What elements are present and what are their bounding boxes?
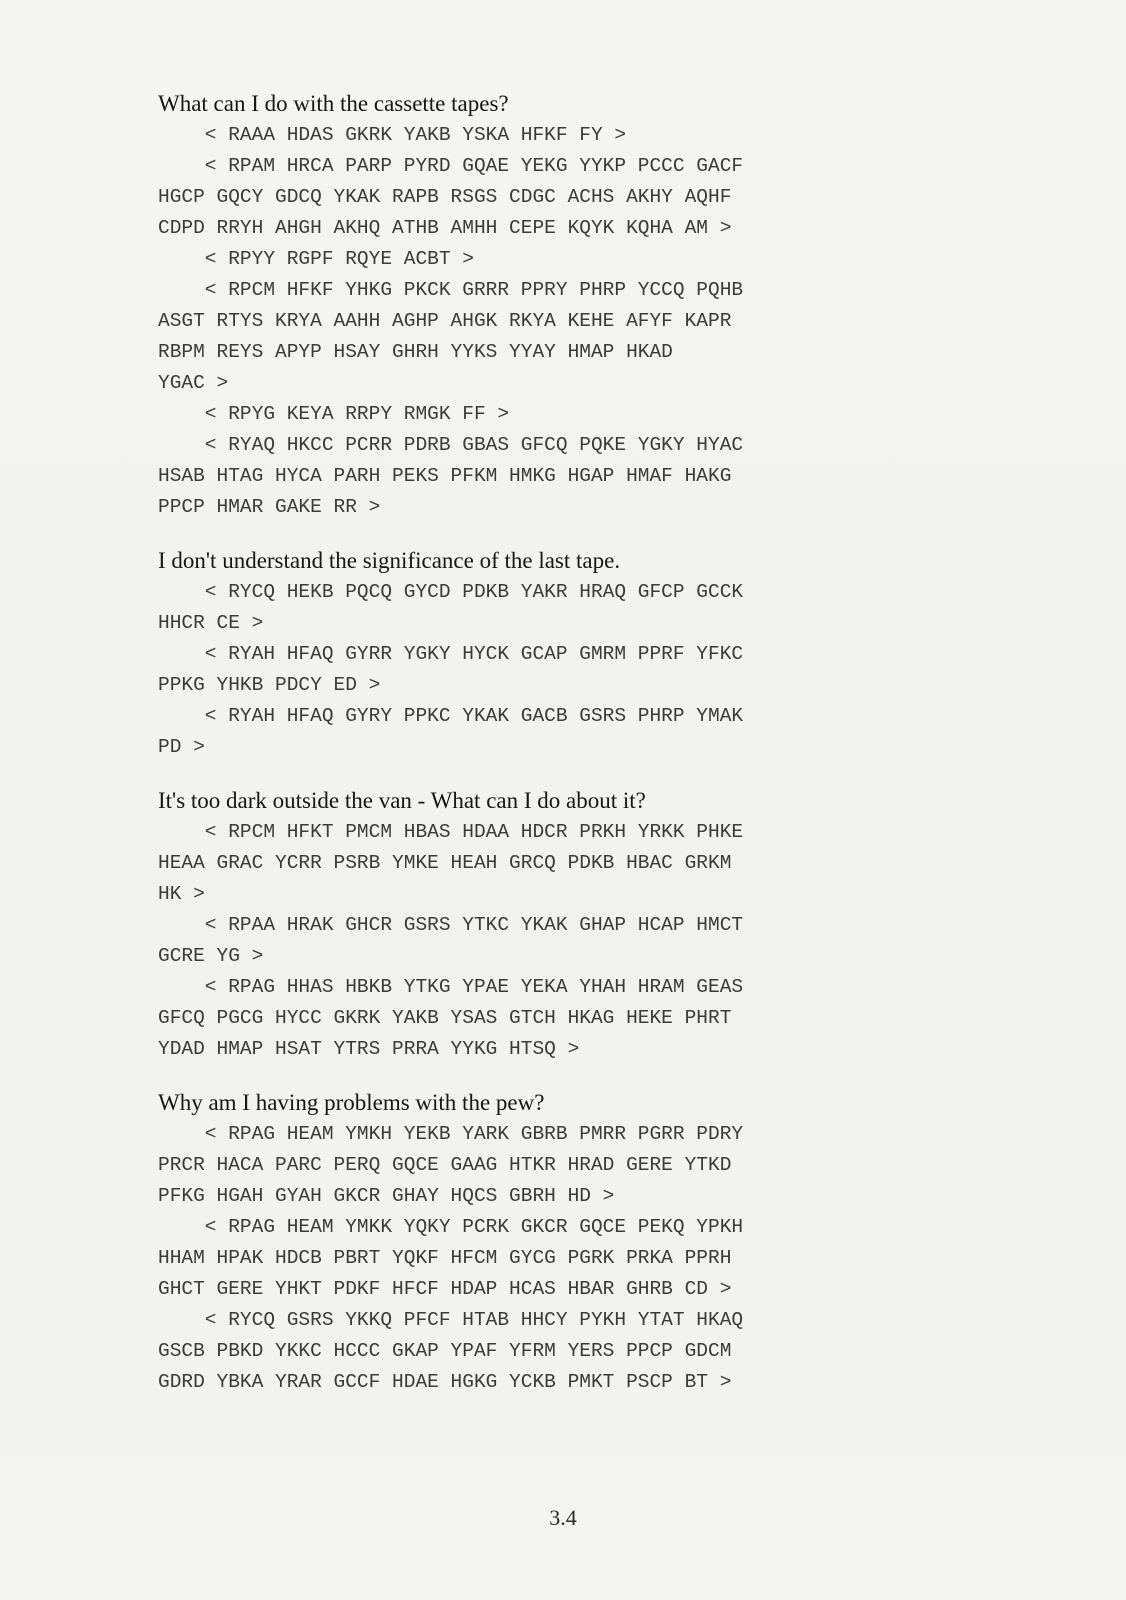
encoded-answer-block: < RPCM HFKT PMCM HBAS HDAA HDCR PRKH YRKK PHKE HEAA GRAC YCRR PSRB YMKE HEAH GRCQ PDKB HBAC GRKM HK > < RPAA HRAK GHCR GSRS YTKC YKAK GHAP HCAP HMCT GCRE YG > < RPAG HHAS HBKB YTKG YPAE YEKA YHAH HRAM GEAS GFCQ PGCG HYCC GKRK YAKB YSAS GTCH HKAG HEKE PHRT YDAD HMAP HSAT YTRS PRRA YYKG HTSQ >: [158, 821, 744, 1060]
page-content: [158, 88, 948, 1398]
page-number: 3.4: [549, 1505, 577, 1530]
question-heading: Why am I having problems with the pew?: [158, 1090, 545, 1115]
question-heading: I don't understand the significance of the last tape.: [158, 548, 621, 573]
encoded-answer-block: < RYCQ HEKB PQCQ GYCD PDKB YAKR HRAQ GFCP GCCK HHCR CE > < RYAH HFAQ GYRR YGKY HYCK GCAP GMRM PPRF YFKC PPKG YHKB PDCY ED > < RYAH HFAQ GYRY PPKC YKAK GACB GSRS PHRP YMAK PD >: [158, 581, 744, 758]
encoded-answer-block: < RPAG HEAM YMKH YEKB YARK GBRB PMRR PGRR PDRY PRCR HACA PARC PERQ GQCE GAAG HTKR HRAD GERE YTKD PFKG HGAH GYAH GKCR GHAY HQCS GBRH HD > < RPAG HEAM YMKK YQKY PCRK GKCR GQCE PEKQ YPKH HHAM HPAK HDCB PBRT YQKF HFCM GYCG PGRK PRKA PPRH GHCT GERE YHKT PDKF HFCF HDAP HCAS HBAR GHRB CD > < RYCQ GSRS YKKQ PFCF HTAB HHCY PYKH YTAT HKAQ GSCB PBKD YKKC HCCC GKAP YPAF YFRM YERS PPCP GDCM GDRD YBKA YRAR GCCF HDAE HGKG YCKB PMKT PSCP BT >: [158, 1123, 744, 1393]
question-heading: What can I do with the cassette tapes?: [158, 91, 509, 116]
encoded-answer-block: < RAAA HDAS GKRK YAKB YSKA HFKF FY > < RPAM HRCA PARP PYRD GQAE YEKG YYKP PCCC GACF HGCP GQCY GDCQ YKAK RAPB RSGS CDGC ACHS AKHY AQHF CDPD RRYH AHGH AKHQ ATHB AMHH CEPE KQYK KQHA AM > < RPYY RGPF RQYE ACBT > < RPCM HFKF YHKG PKCK GRRR PPRY PHRP YCCQ PQHB ASGT RTYS KRYA AAHH AGHP AHGK RKYA KEHE AFYF KAPR RBPM REYS APYP HSAY GHRH YYKS YYAY HMAP HKAD YGAC > < RPYG KEYA RRPY RMGK FF > < RYAQ HKCC PCRR PDRB GBAS GFCQ PQKE YGKY HYAC HSAB HTAG HYCA PARH PEKS PFKM HMKG HGAP HMAF HAKG PPCP HMAR GAKE RR >: [158, 124, 744, 518]
hint-section-dark-outside: [158, 785, 948, 1065]
hint-section-last-tape: [158, 545, 948, 763]
question-heading: It's too dark outside the van - What can I do about it?: [158, 788, 646, 813]
hint-section-cassette-tapes: [158, 88, 948, 523]
hint-section-pew: [158, 1087, 948, 1398]
